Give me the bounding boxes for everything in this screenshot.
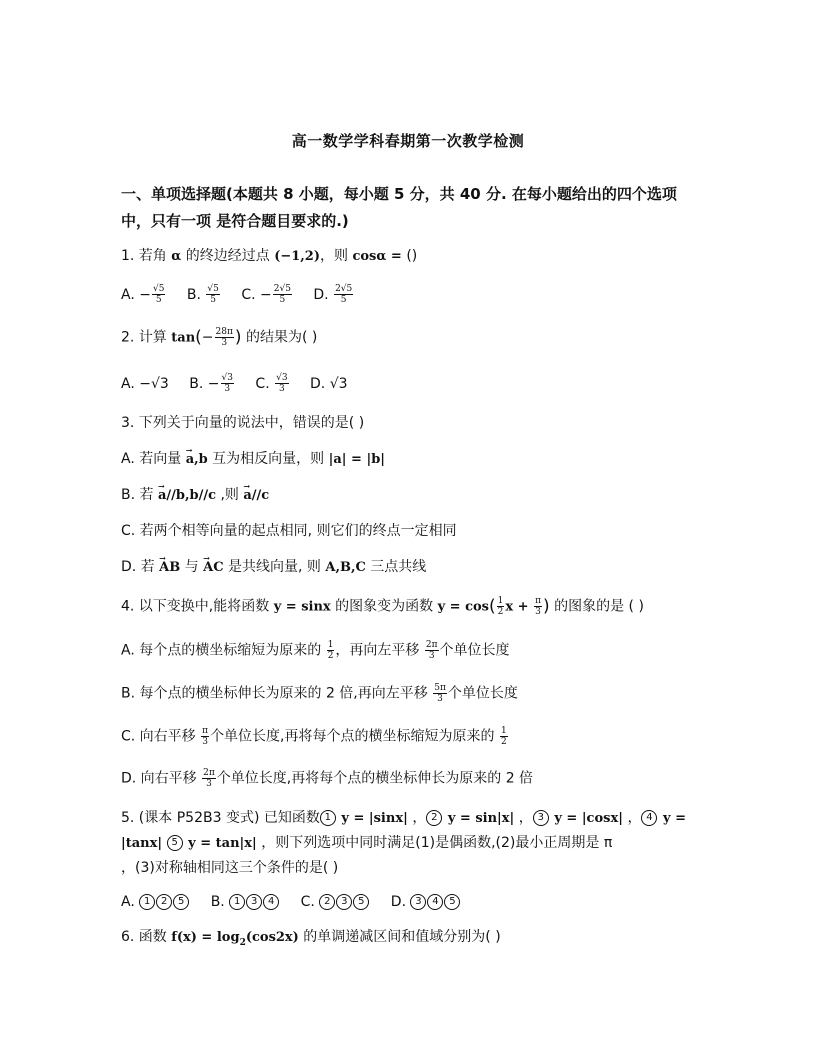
q1-text: ，则 xyxy=(320,248,353,264)
question-6-stem: 6. 函数 $f(x) = \log_2(\cos 2x)$ 的单调递减区间和值域分别为( ) xyxy=(121,929,501,948)
q1-text: 1. 若角 xyxy=(121,248,172,264)
q2-option-d: D. √3 xyxy=(310,375,348,392)
question-3-stem: 3. 下列关于向量的说法中，错误的是( ) xyxy=(121,415,365,431)
q1-option-c: C. − $\frac{2√5}{5}$ xyxy=(241,284,291,305)
question-5-options xyxy=(121,892,477,912)
q3-option-b: B. 若 → a//b,b//c ,则 → a//c xyxy=(121,485,269,506)
question-5-line-2: |tanx| 5 y = tan|x| ，则下列选项中同时满足(1)是偶函数,(2)最小正周期是 π xyxy=(121,835,613,851)
page-title: 高一数学学科春期第一次教学检测 xyxy=(291,132,525,150)
q4-option-a: A. 每个点的横坐标缩短为原来的 $\frac{1}{2}$ ，再向左平移 $\frac{2\pi}{3}$ 个单位长度 xyxy=(121,640,510,661)
q1-option-b: B. $\frac{√5}{5}$ xyxy=(186,284,219,305)
q2-option-a: A. −√3 xyxy=(121,375,169,392)
section-heading-line-2: 中，只有一项 是符合题目要求的.) xyxy=(121,212,349,230)
q2-option-b: B. − $\frac{√3}{3}$ xyxy=(189,373,233,394)
q5-option-d: D. 3 4 5 xyxy=(391,894,462,910)
q1-alpha: α xyxy=(171,249,182,264)
q5-option-b: B. 1 3 4 xyxy=(211,894,281,910)
q1-text: 的终边经过点 xyxy=(181,248,275,264)
q4-option-b: B. 每个点的横坐标伸长为原来的 2 倍,再向左平移 $\frac{5\pi}{3}$ 个单位长度 xyxy=(121,683,518,704)
q1-option-d: D. $\frac{2√5}{5}$ xyxy=(313,284,353,305)
q1-point: (−1,2) xyxy=(274,249,320,264)
q2-option-c: C. $\frac{√3}{3}$ xyxy=(255,373,288,394)
q3-option-c: C. 若两个相等向量的起点相同, 则它们的终点一定相同 xyxy=(121,523,457,539)
question-5-line-1: 5. (课本 P52B3 变式) 已知函数 1 y = |sinx| ， 2 y = sin|x| ， 3 y = |cosx| ， 4 y = xyxy=(121,810,686,826)
question-5-line-3: ，(3)对称轴相同这三个条件的是( ) xyxy=(121,860,339,876)
question-1-options xyxy=(121,284,370,305)
q4-option-c: C. 向右平移 $\frac{\pi}{3}$ 个单位长度,再将每个点的横坐标缩短为原来的 $\frac{1}{2}$ xyxy=(121,726,507,747)
q4-option-d: D. 向右平移 $\frac{2\pi}{3}$ 个单位长度,再将每个点的横坐标伸长为原来的 2 倍 xyxy=(121,768,534,789)
q5-option-a: A. 1 2 5 xyxy=(121,894,190,910)
q3-option-a: A. 若向量 → a,b 互为相反向量，则 |a| = |b| xyxy=(121,449,385,470)
q1-text: () xyxy=(406,248,418,264)
question-2-stem: 2. 计算 tan(− $\frac{28\pi}{3}$ ) 的结果为( ) xyxy=(121,327,318,348)
q3-option-d: D. 若 → AB 与 → AC 是共线向量, 则 A,B,C 三点共线 xyxy=(121,557,426,578)
q2-tan: tan xyxy=(171,330,196,346)
q1-option-a: A. − $\frac{√5}{5}$ xyxy=(121,284,165,305)
question-4-stem: 4. 以下变换中,能将函数 y = sinx 的图象变为函数 y = cos( $\frac{1}{2}$ x + $\frac{\pi}{3}$ ) 的图象的是 ( ) xyxy=(121,596,644,617)
section-heading-line-1: 一、单项选择题(本题共 8 小题，每小题 5 分，共 40 分. 在每小题给出的四个选项 xyxy=(121,185,677,203)
section-heading xyxy=(121,181,701,235)
question-1-stem xyxy=(121,246,417,267)
q2-fraction: $\frac{28\pi}{3}$ xyxy=(215,327,233,348)
q1-cos: cosα = xyxy=(352,249,407,264)
q5-option-c: C. 2 3 5 xyxy=(301,894,371,910)
question-2-options xyxy=(121,373,364,394)
